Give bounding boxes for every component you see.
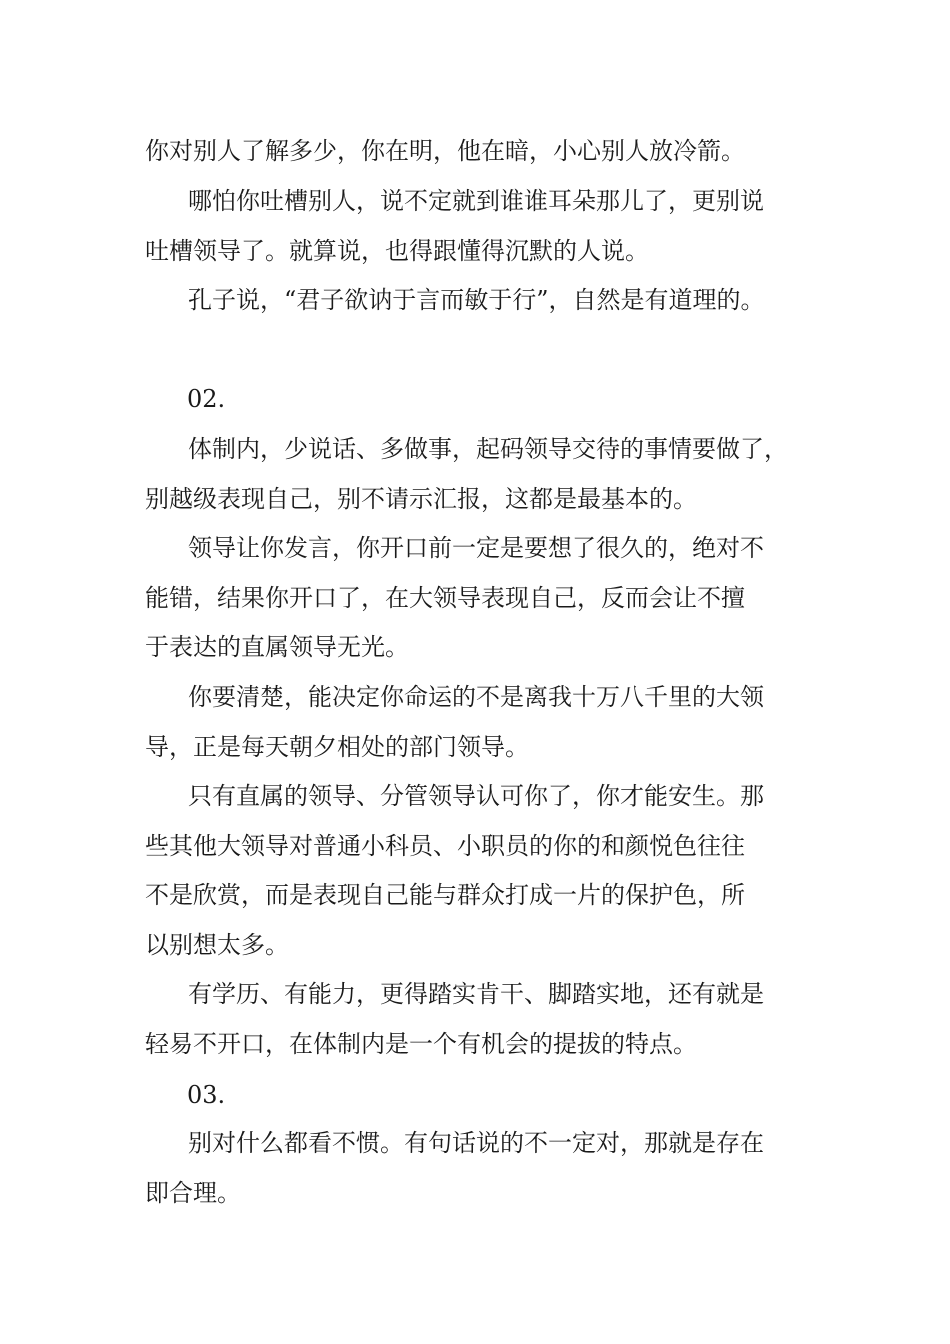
text-line: 不是欣赏，而是表现自己能与群众打成一片的保护色，所 [145,881,745,909]
text-line: 能错，结果你开口了，在大领导表现自己，反而会让不擅 [145,583,745,612]
text-line: 领导让你发言，你开口前一定是要想了很久的，绝对不 [188,534,764,562]
text-line: 你要清楚，能决定你命运的不是离我十万八千里的大领 [188,683,764,711]
text-line: 吐槽领导了。就算说，也得跟懂得沉默的人说。 [145,236,649,265]
paragraph-3 [145,276,825,326]
text-line: 别越级表现自己，别不请示汇报，这都是最基本的。 [145,484,697,513]
paragraph-5 [145,524,825,673]
paragraph-9 [145,1119,825,1218]
text-line: 有学历、有能力，更得踏实肯干、脚踏实地，还有就是 [188,980,764,1008]
text-line: 哪怕你吐槽别人，说不定就到谁谁耳朵那儿了，更别说 [188,187,764,215]
section-heading-02: 02. [187,385,226,413]
text-line: 导，正是每天朝夕相处的部门领导。 [145,732,529,761]
text-line: 即合理。 [145,1178,241,1207]
paragraph-1 [145,127,825,177]
text-line: 以别想太多。 [145,930,289,959]
text-line: 于表达的直属领导无光。 [145,633,409,661]
text-line: 你对别人了解多少，你在明，他在暗，小心别人放冷箭。 [145,137,745,165]
paragraph-2 [145,177,825,276]
text-line: 轻易不开口，在体制内是一个有机会的提拔的特点。 [145,1029,697,1058]
paragraph-8 [145,970,825,1069]
text-line: 孔子说，“君子欲讷于言而敏于行”，自然是有道理的。 [188,286,765,314]
text-line: 些其他大领导对普通小科员、小职员的你的和颜悦色往往 [145,831,745,860]
text-line: 只有直属的领导、分管领导认可你了，你才能安生。那 [188,782,764,810]
text-line: 体制内，少说话、多做事，起码领导交待的事情要做了， [188,435,788,463]
paragraph-7 [145,772,825,970]
paragraph-4 [145,425,825,524]
paragraph-6 [145,673,825,772]
text-line: 别对什么都看不惯。有句话说的不一定对，那就是存在 [188,1129,764,1157]
section-heading-03: 03. [187,1081,226,1109]
